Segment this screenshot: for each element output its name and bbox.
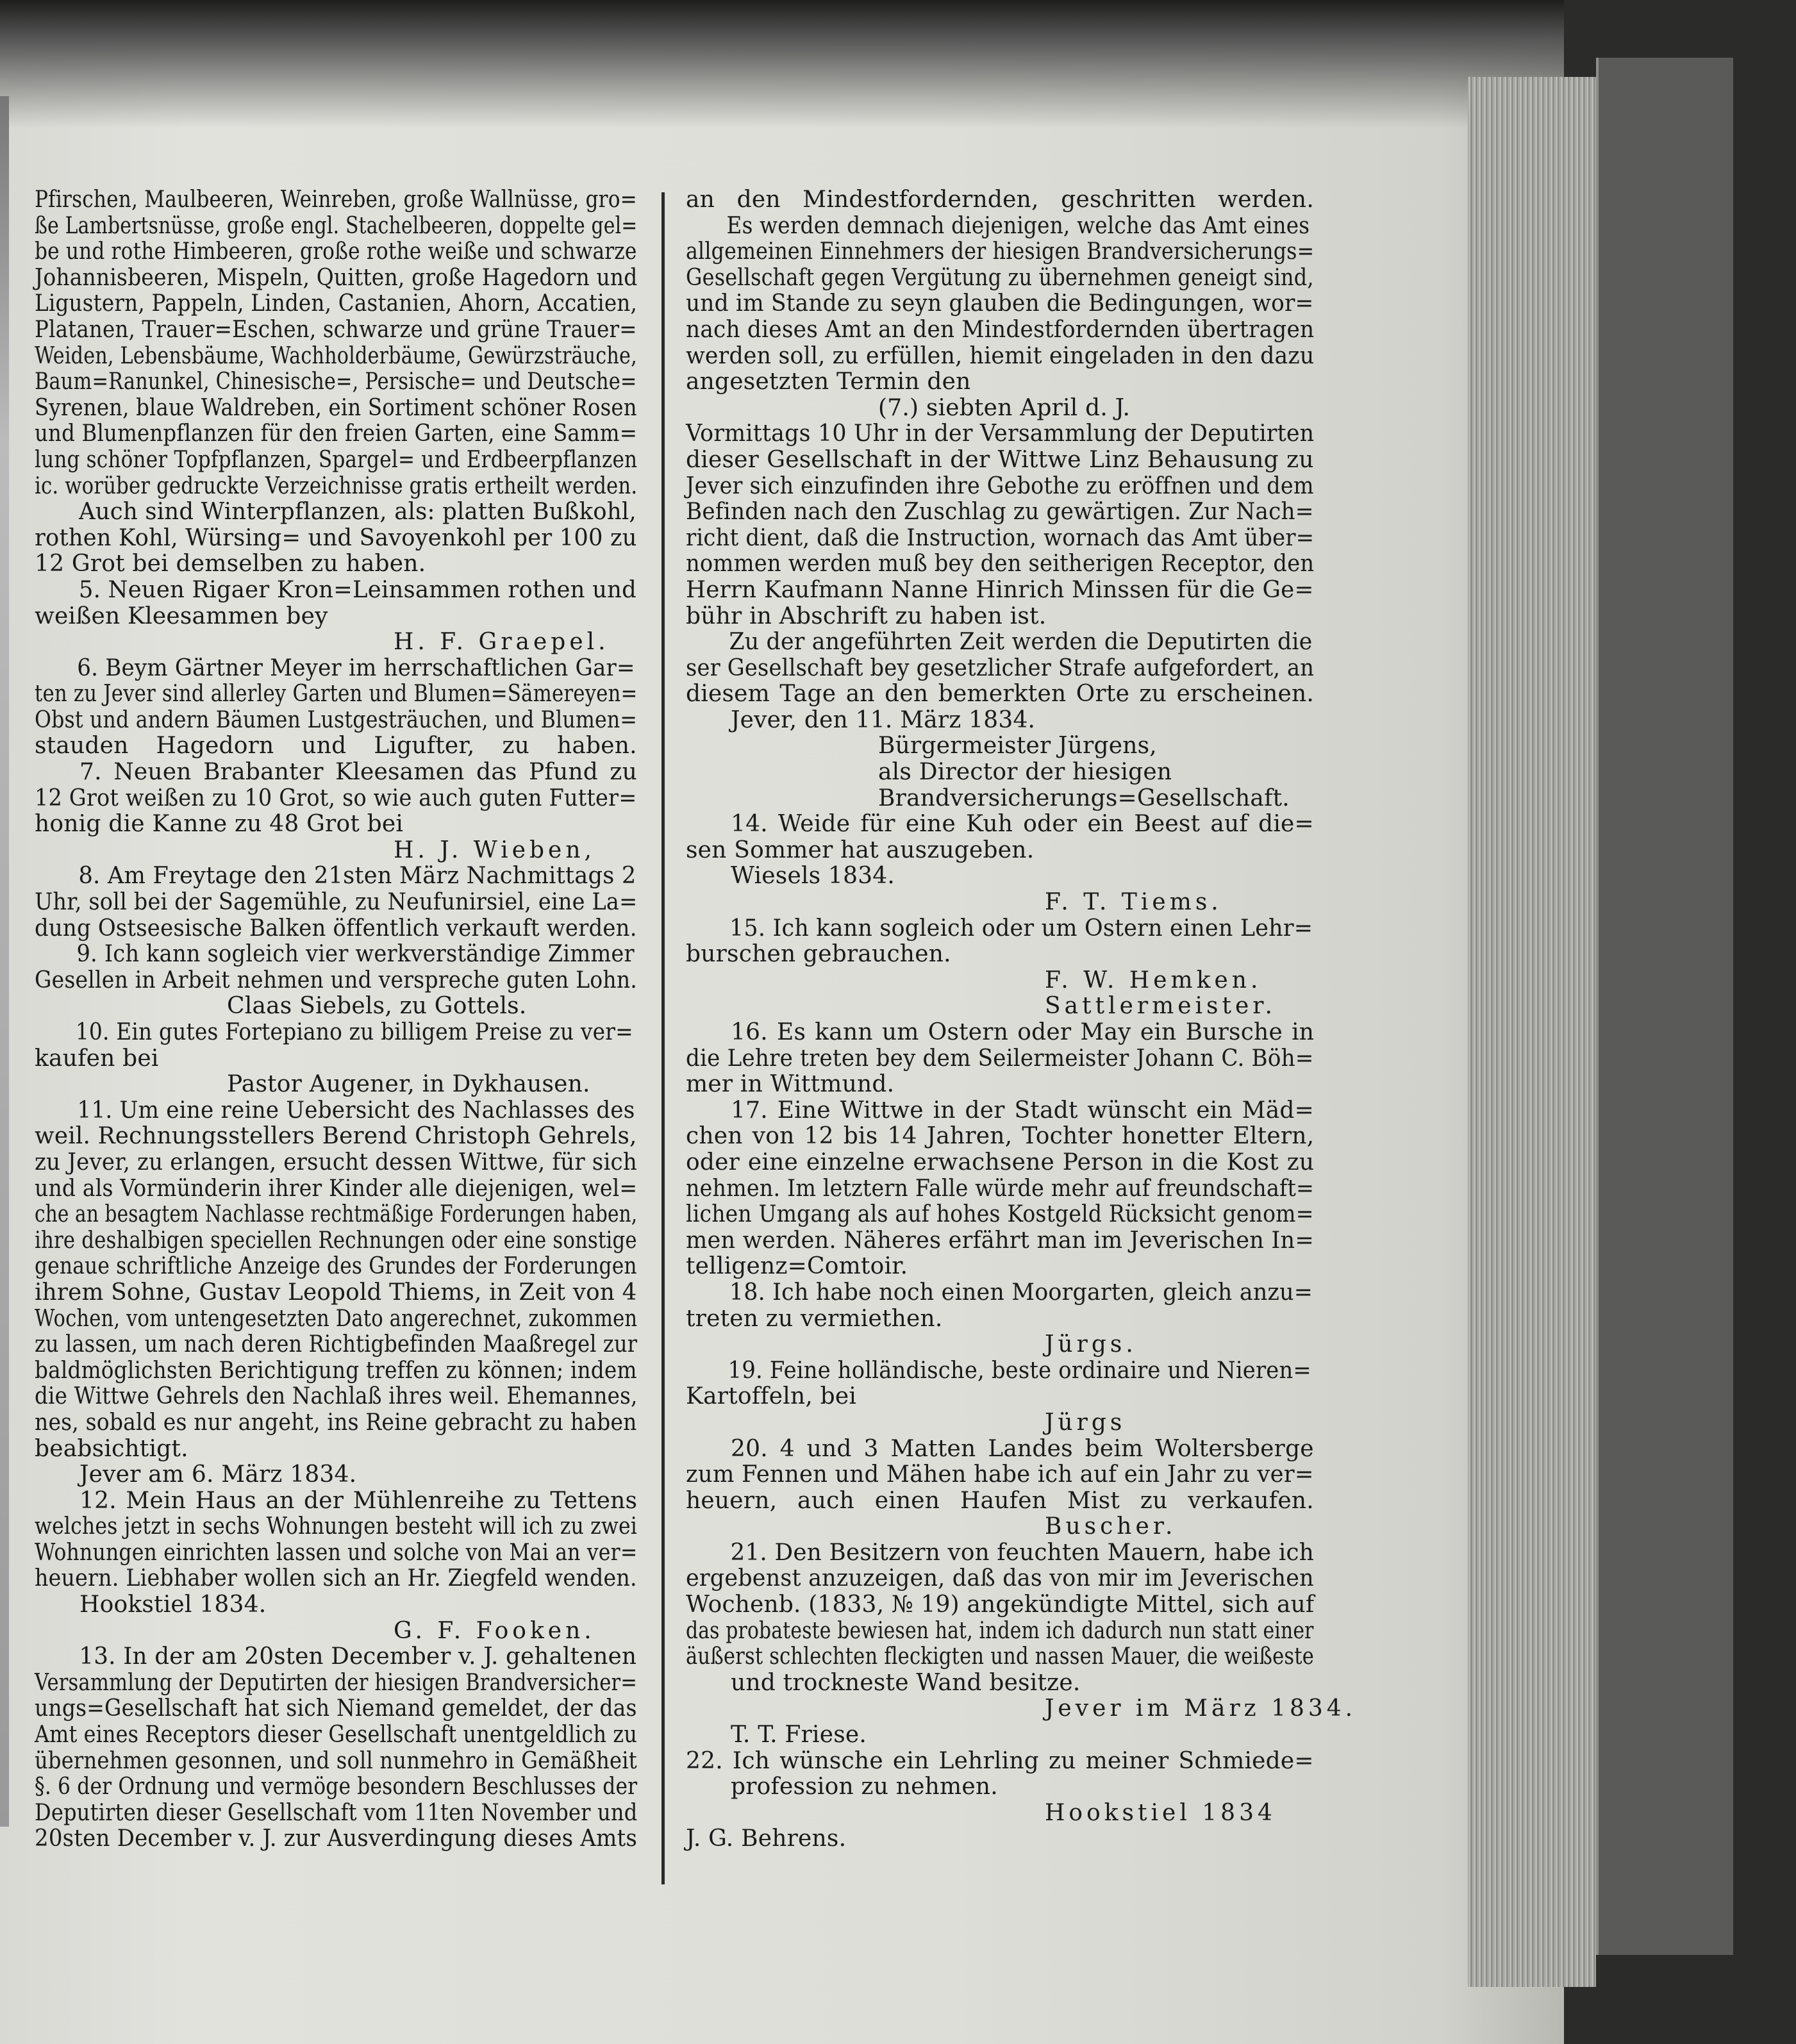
binding-edge xyxy=(0,96,9,1827)
right-column-text-line: dieser Gesellschaft in der Wittwe Linz Behausung zu xyxy=(686,446,1314,473)
left-column-text-line: beabsichtigt. xyxy=(35,1435,188,1462)
left-column-text-line: ungs=Gesellschaft hat sich Niemand gemeldet, der das xyxy=(35,1695,637,1722)
book-cover xyxy=(1596,58,1733,1955)
column-divider xyxy=(661,192,665,1884)
right-column-text-line: Jever im März 1834. xyxy=(1045,1695,1357,1722)
right-column-text-line: Kartoffeln, bei xyxy=(686,1383,857,1410)
left-column-text-line: ihrem Sohne, Gustav Leopold Thiems, in Zeit von 4 xyxy=(35,1279,637,1306)
right-column-text-line: Wiesels 1834. xyxy=(731,863,895,890)
left-column-text-line: Baum=Ranunkel, Chinesische=, Persische= und Deutsche= xyxy=(35,369,637,395)
left-column-text-line: Uhr, soll bei der Sagemühle, zu Neufunirsiel, eine La= xyxy=(35,889,638,916)
left-column-text-line: nes, sobald es nur angeht, ins Reine gebracht zu haben xyxy=(35,1409,637,1436)
left-column-text-line: G. F. Fooken. xyxy=(394,1617,595,1644)
left-column-text-line: H. F. Graepel. xyxy=(394,629,610,656)
right-column-text-line: bühr in Abschrift zu haben ist. xyxy=(686,602,1047,629)
right-column-text-line: profession zu nehmen. xyxy=(731,1774,998,1800)
right-column-text-line: Vormittags 10 Uhr in der Versammlung der Deputirten xyxy=(686,420,1315,447)
left-column-text-line: die Wittwe Gehrels den Nachlaß ihres weil. Ehemannes, xyxy=(35,1383,638,1410)
left-column-text-line: be und rothe Himbeeren, große rothe weiße und schwarze xyxy=(35,238,637,265)
right-column-text-line: 19. Feine holländische, beste ordinaire und Nieren= xyxy=(728,1357,1311,1384)
left-column-text-line: Pastor Augener, in Dykhausen. xyxy=(227,1071,590,1098)
right-column-text-line: 14. Weide für eine Kuh oder ein Beest auf die= xyxy=(731,811,1314,838)
right-column-text-line: sen Sommer hat auszugeben. xyxy=(686,836,1035,863)
left-column-text-line: weißen Kleesammen bey xyxy=(35,602,328,629)
right-column-text-line: 21. Den Besitzern von feuchten Mauern, habe ich xyxy=(730,1539,1314,1566)
right-column-text-line: Jever sich einzufinden ihre Gebothe zu eröffnen und dem xyxy=(686,472,1314,499)
left-column-text-line: Versammlung der Deputirten der hiesigen Brandversicher= xyxy=(35,1669,638,1696)
left-column-text-line: 5. Neuen Rigaer Kron=Leinsammen rothen und xyxy=(78,576,636,603)
left-column-text-line: 9. Ich kann sogleich vier werkverständige Zimmer xyxy=(76,941,635,968)
left-column-text-line: ihre deshalbigen speciellen Rechnungen oder eine sonstige xyxy=(35,1227,637,1254)
right-column-text-line: (7.) siebten April d. J. xyxy=(878,394,1131,421)
left-column-text-line: ten zu Jever sind allerley Garten und Blumen=Sämereyen= xyxy=(35,681,638,708)
right-column-text-line: Bürgermeister Jürgens, xyxy=(878,733,1157,760)
right-column-text-line: 16. Es kann um Ostern oder May ein Bursche in xyxy=(731,1019,1315,1045)
right-column-text-line: Gesellschaft gegen Vergütung zu übernehmen geneigt sind, xyxy=(686,264,1314,291)
left-column-text-line: Gesellen in Arbeit nehmen und verspreche guten Lohn. xyxy=(35,967,637,993)
right-column-text-line: 20. 4 und 3 Matten Landes beim Woltersberge xyxy=(731,1435,1314,1462)
left-column-text-line: Amt eines Receptors dieser Gesellschaft unentgeldlich zu xyxy=(35,1722,638,1749)
left-column-text-line: zu Jever, zu erlangen, ersucht dessen Wittwe, für sich xyxy=(35,1149,637,1176)
left-column-text-line: Obst und andern Bäumen Lustgesträuchen, und Blumen= xyxy=(35,706,638,733)
right-column-text-line: Herrn Kaufmann Nanne Hinrich Minssen für die Ge= xyxy=(686,576,1314,603)
left-column-text-line: dung Ostseesische Balken öffentlich verkauft werden. xyxy=(35,915,637,942)
right-column-text-line: Wochenb. (1833, № 19) angekündigte Mittel, sich auf xyxy=(686,1591,1315,1618)
left-column-text-line: Syrenen, blaue Waldreben, ein Sortiment schöner Rosen xyxy=(35,394,637,421)
right-column-text-line: lichen Umgang als auf hohes Kostgeld Rücksicht genom= xyxy=(686,1201,1314,1228)
left-column-text-line: Deputirten dieser Gesellschaft vom 11ten November und xyxy=(35,1799,638,1826)
right-column xyxy=(686,187,1357,1852)
right-column-text-line: 15. Ich kann sogleich oder um Ostern einen Lehr= xyxy=(729,915,1313,942)
left-column-text-line: genaue schriftliche Anzeige des Grundes der Forderungen xyxy=(35,1253,637,1280)
right-column-text-line: mer in Wittmund. xyxy=(686,1071,895,1098)
right-column-text-line: Brandversicherungs=Gesellschaft. xyxy=(878,785,1290,811)
right-column-text-line: werden soll, zu erfüllen, hiemit eingeladen in den dazu xyxy=(686,342,1315,369)
left-column-text-line: übernehmen gesonnen, und soll nunmehro in Gemäßheit xyxy=(35,1747,637,1774)
right-column-text-line: nach dieses Amt an den Mindestfordernden übertragen xyxy=(686,316,1315,343)
right-column-text-line: und trockneste Wand besitze. xyxy=(731,1669,1081,1696)
left-column-text-line: Ligustern, Pappeln, Linden, Castanien, Ahorn, Accatien, xyxy=(35,290,638,317)
right-column-text-line: ser Gesellschaft bey gesetzlicher Strafe aufgefordert, an xyxy=(686,654,1315,681)
left-column-text-line: baldmöglichsten Berichtigung treffen zu können; indem xyxy=(35,1357,637,1384)
left-column-text-line: und als Vormünderin ihrer Kinder alle diejenigen, wel= xyxy=(35,1175,638,1202)
left-column-text-line: 11. Um eine reine Uebersicht des Nachlasses des xyxy=(77,1097,635,1124)
left-column-text-line: 7. Neuen Brabanter Kleesamen das Pfund zu xyxy=(79,759,637,786)
right-column-text-line: Es werden demnach diejenigen, welche das Amt eines xyxy=(726,212,1310,239)
left-column-text-line: H. J. Wieben, xyxy=(394,836,595,863)
left-column-text-line: Platanen, Trauer=Eschen, schwarze und grüne Trauer= xyxy=(35,316,637,343)
right-column-text-line: Buscher. xyxy=(1045,1513,1177,1540)
right-column-text-line: Befinden nach den Zuschlag zu gewärtigen. Zur Nach= xyxy=(686,499,1314,526)
right-column-text-line: treten zu vermiethen. xyxy=(686,1305,943,1332)
left-column-text-line: zu lassen, um nach deren Richtigbefinden Maaßregel zur xyxy=(35,1331,638,1358)
top-shadow xyxy=(0,0,1564,128)
right-column-text-line: 17. Eine Wittwe in der Stadt wünscht ein Mäd= xyxy=(731,1097,1314,1124)
left-column-text-line: che an besagtem Nachlasse rechtmäßige Forderungen haben, xyxy=(35,1201,638,1228)
left-column-text-line: Johannisbeeren, Mispeln, Quitten, große Hagedorn und xyxy=(35,264,638,291)
left-column-text-line: Hookstiel 1834. xyxy=(79,1591,267,1618)
right-column-text-line: allgemeinen Einnehmers der hiesigen Brandversicherungs= xyxy=(686,238,1315,265)
right-column-text-line: diesem Tage an den bemerkten Orte zu erscheinen. xyxy=(686,681,1314,708)
left-column-text-line: Auch sind Winterpflanzen, als: platten Bußkohl, xyxy=(78,499,636,526)
right-column-text-line: die Lehre treten bey dem Seilermeister Johann C. Böh= xyxy=(686,1045,1314,1072)
left-column-text-line: Wochen, vom untengesetzten Dato angerechnet, zukommen xyxy=(35,1305,638,1332)
right-column-text-line: als Director der hiesigen xyxy=(878,759,1172,786)
left-column-text-line: Wohnungen einrichten lassen und solche von Mai an ver= xyxy=(35,1539,638,1566)
right-column-text-line: das probateste bewiesen hat, indem ich dadurch nun statt einer xyxy=(686,1617,1314,1644)
right-column-text-line: heuern, auch einen Haufen Mist zu verkaufen. xyxy=(686,1487,1314,1514)
left-column xyxy=(35,187,637,1852)
right-column-text-line: nehmen. Im letztern Falle würde mehr auf freundschaft= xyxy=(686,1175,1315,1202)
right-column-text-line: Hookstiel 1834 xyxy=(1045,1799,1276,1826)
left-column-text-line: lung schöner Topfpflanzen, Spargel= und Erdbeerpflanzen xyxy=(35,446,638,473)
left-column-text-line: ic. worüber gedruckte Verzeichnisse gratis ertheilt werden. xyxy=(35,472,638,499)
left-column-text-line: rothen Kohl, Würsing= und Savoyenkohl per 100 zu xyxy=(35,524,637,551)
right-column-text-line: und im Stande zu seyn glauben die Bedingungen, wor= xyxy=(686,290,1314,317)
left-column-text-line: weil. Rechnungsstellers Berend Christoph Gehrels, xyxy=(35,1123,637,1150)
left-column-text-line: stauden Hagedorn und Ligufter, zu haben. xyxy=(35,733,637,760)
right-column-text-line: telligenz=Comtoir. xyxy=(686,1253,908,1280)
left-column-text-line: ße Lambertsnüsse, große engl. Stachelbeeren, doppelte gel= xyxy=(35,212,638,239)
right-column-text-line: Sattlermeister. xyxy=(1045,993,1276,1020)
left-column-text-line: Weiden, Lebensbäume, Wachholderbäume, Gewürzsträuche, xyxy=(35,342,637,369)
right-column-text-line: angesetzten Termin den xyxy=(686,369,971,395)
left-column-text-line: 10. Ein gutes Fortepiano zu billigem Preise zu ver= xyxy=(75,1019,633,1045)
right-column-text-line: äußerst schlechten fleckigten und nassen Mauer, die weißeste xyxy=(686,1643,1315,1670)
right-column-text-line: chen von 12 bis 14 Jahren, Tochter honetter Eltern, xyxy=(686,1123,1315,1150)
left-column-text-line: §. 6 der Ordnung und vermöge besondern Beschlusses der xyxy=(35,1774,638,1800)
left-column-text-line: Pfirschen, Maulbeeren, Weinreben, große Wallnüsse, gro= xyxy=(35,187,637,213)
left-column-text-line: Jever am 6. März 1834. xyxy=(79,1461,357,1488)
right-column-text-line: T. T. Friese. xyxy=(731,1722,867,1749)
right-column-text-line: richt dient, daß die Instruction, wornach das Amt über= xyxy=(686,524,1315,551)
right-column-text-line: an den Mindestfordernden, geschritten werden. xyxy=(686,187,1314,213)
left-column-text-line: honig die Kanne zu 48 Grot bei xyxy=(35,811,404,838)
left-column-text-line: 12 Grot weißen zu 10 Grot, so wie auch guten Futter= xyxy=(35,785,637,811)
right-column-text-line: Zu der angeführten Zeit werden die Deputirten die xyxy=(729,629,1313,656)
left-column-text-line: heuern. Liebhaber wollen sich an Hr. Ziegfeld wenden. xyxy=(35,1565,637,1592)
left-column-text-line: 12. Mein Haus an der Mühlenreihe zu Tettens xyxy=(79,1487,638,1514)
right-column-text-line: F. T. Tiems. xyxy=(1045,889,1222,916)
left-column-text-line: 8. Am Freytage den 21sten März Nachmittags 2 xyxy=(78,863,636,890)
right-column-text-line: F. W. Hemken. xyxy=(1045,967,1262,993)
right-column-text-line: Jürgs xyxy=(1045,1409,1126,1436)
right-column-text-line: 18. Ich habe noch einen Moorgarten, gleich anzu= xyxy=(729,1279,1313,1306)
right-column-text-line: 22. Ich wünsche ein Lehrling zu meiner Schmiede= xyxy=(686,1747,1314,1774)
right-column-text-line: men werden. Näheres erfährt man im Jeverischen In= xyxy=(686,1227,1314,1254)
left-column-text-line: 13. In der am 20sten December v. J. gehaltenen xyxy=(79,1643,637,1670)
right-column-text-line: oder eine einzelne erwachsene Person in die Kost zu xyxy=(686,1149,1315,1176)
left-column-text-line: kaufen bei xyxy=(35,1045,159,1072)
left-column-text-line: Claas Siebels, zu Gottels. xyxy=(227,993,527,1020)
right-column-text-line: ergebenst anzuzeigen, daß das von mir im Jeverischen xyxy=(686,1565,1314,1592)
left-column-text-line: 6. Beym Gärtner Meyer im herrschaftlichen Gar= xyxy=(77,654,635,681)
left-column-text-line: und Blumenpflanzen für den freien Garten, eine Samm= xyxy=(35,420,638,447)
right-column-text-line: nommen werden muß bey den seitherigen Receptor, den xyxy=(686,551,1315,577)
page-stack-edge xyxy=(1468,77,1596,1987)
right-column-text-line: Jürgs. xyxy=(1045,1331,1137,1358)
right-column-text-line: J. G. Behrens. xyxy=(686,1825,847,1852)
right-column-text-line: zum Fennen und Mähen habe ich auf ein Jahr zu ver= xyxy=(686,1461,1314,1488)
right-column-text-line: burschen gebrauchen. xyxy=(686,941,951,968)
left-column-text-line: welches jetzt in sechs Wohnungen besteht will ich zu zwei xyxy=(35,1513,638,1540)
left-column-text-line: 20sten December v. J. zur Ausverdingung dieses Amts xyxy=(35,1825,638,1852)
right-column-text-line: Jever, den 11. März 1834. xyxy=(731,706,1036,733)
left-column-text-line: 12 Grot bei demselben zu haben. xyxy=(35,551,426,577)
